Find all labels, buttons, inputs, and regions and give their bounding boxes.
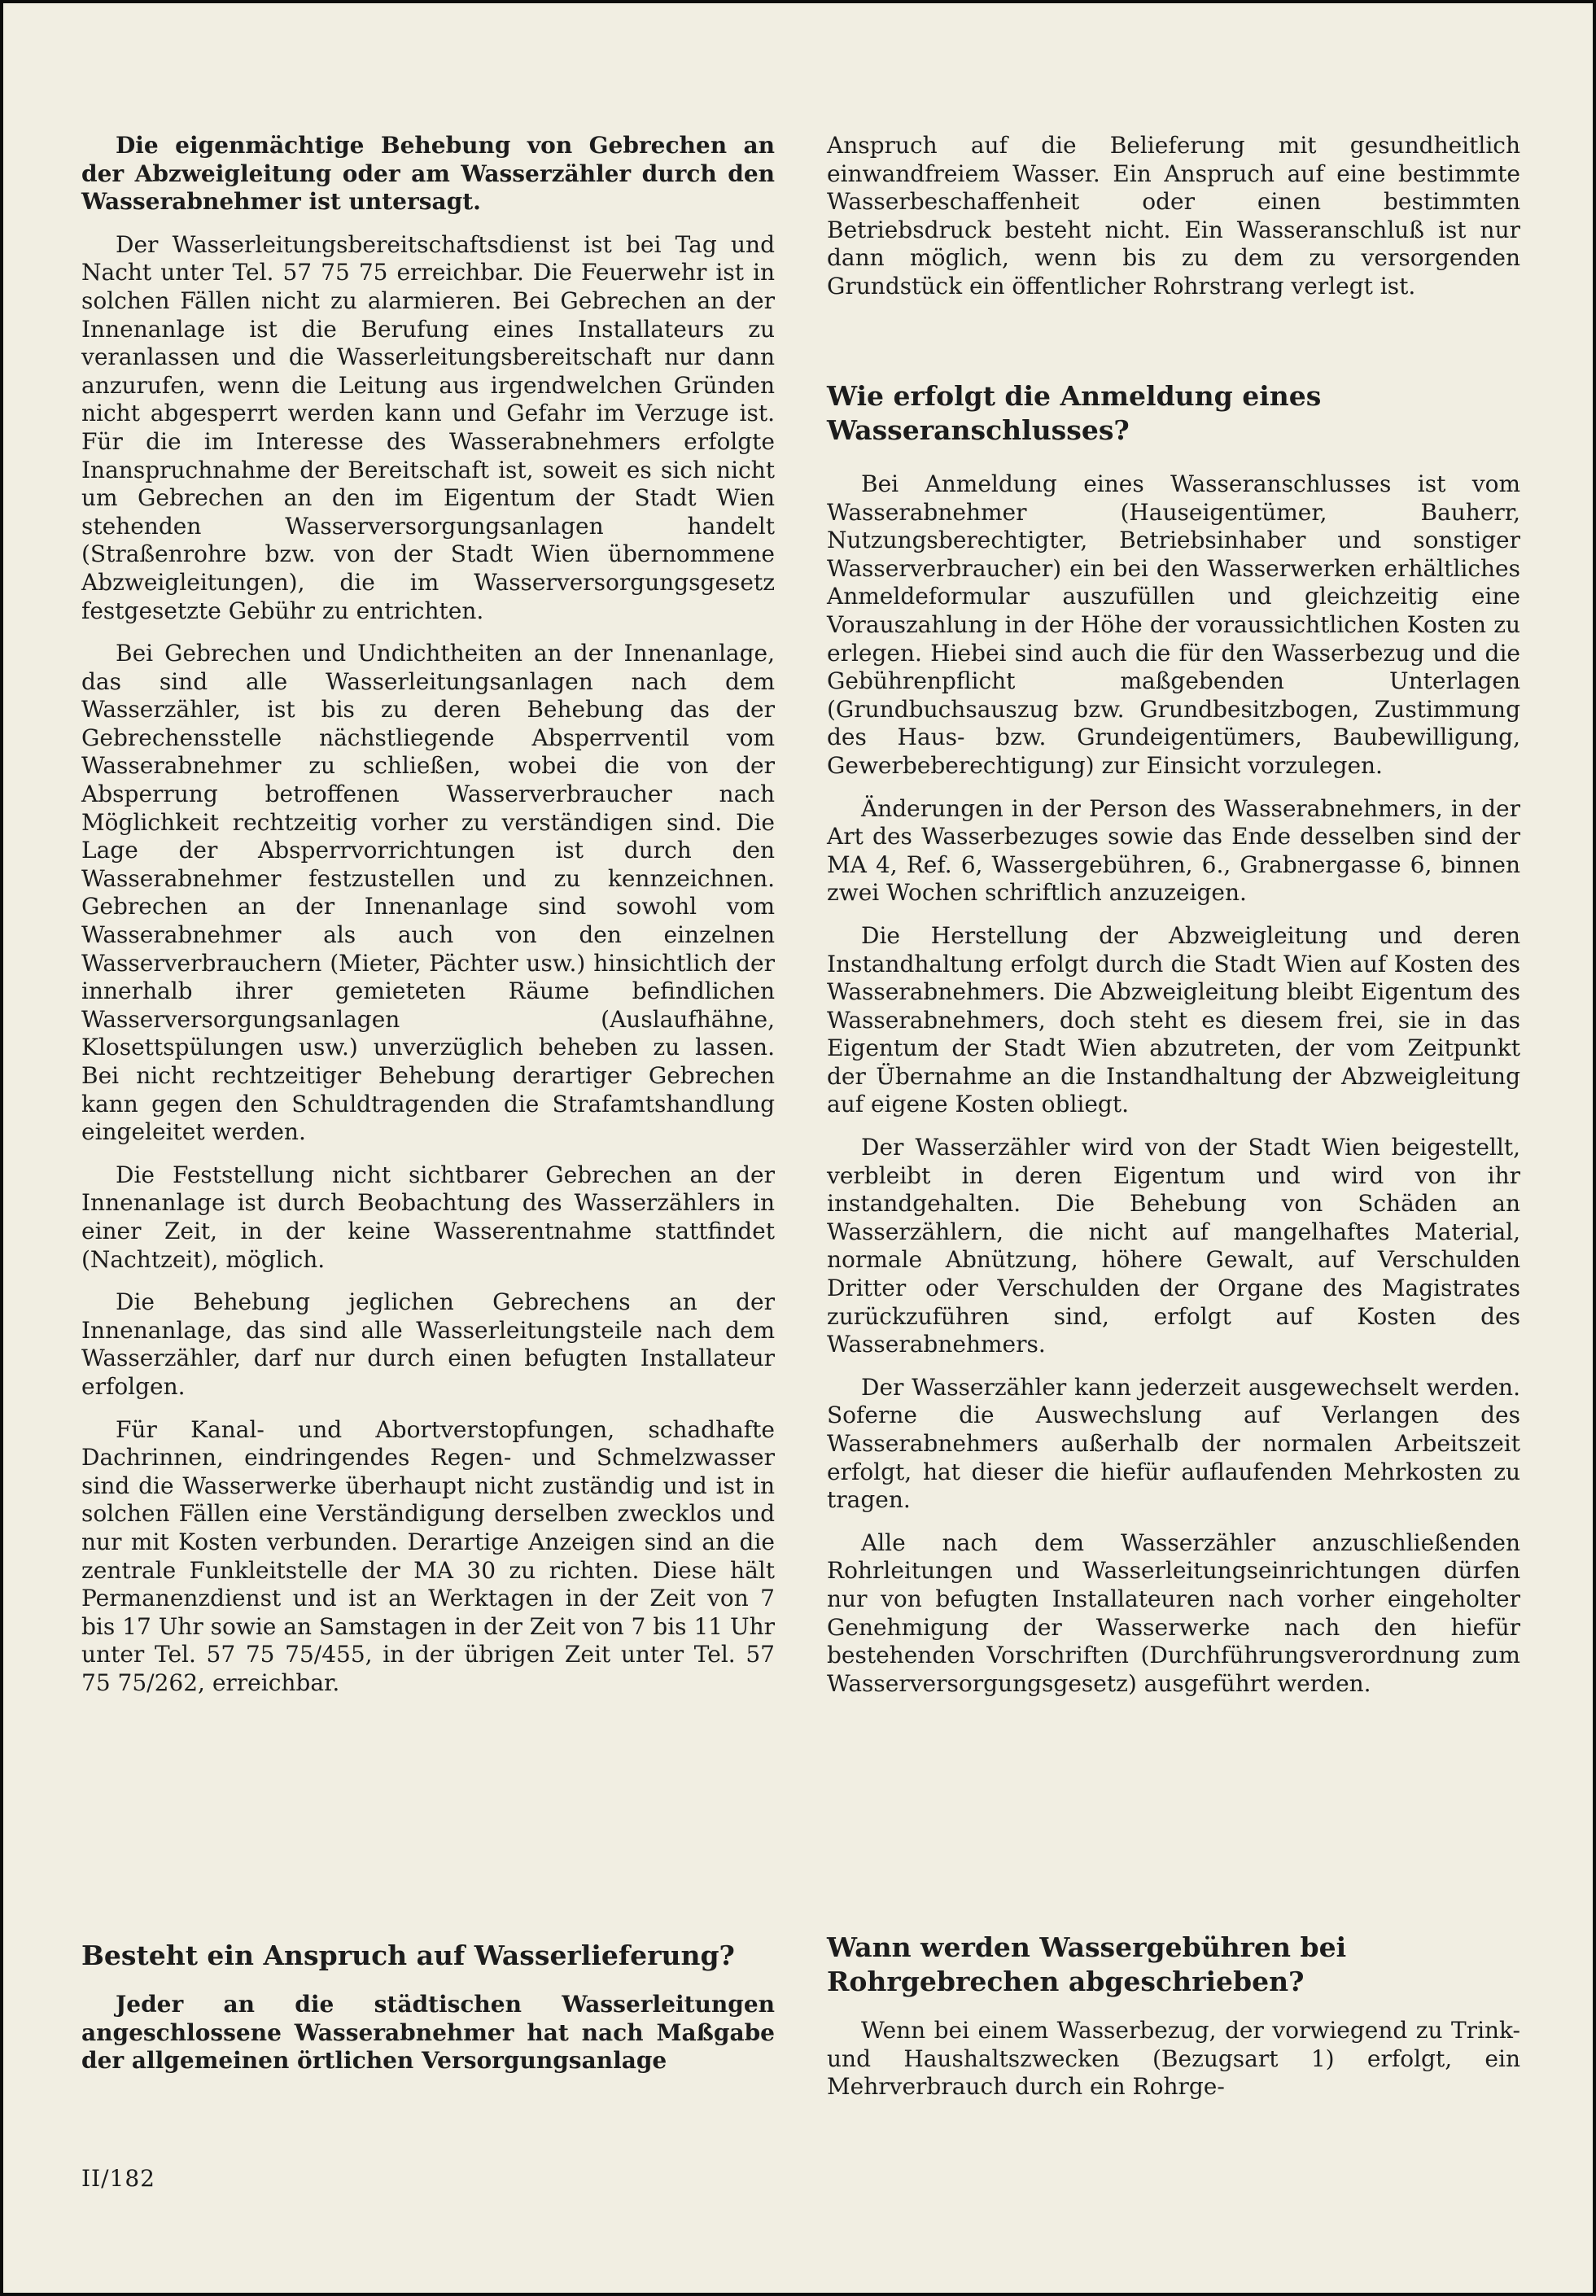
paragraph: Der Wasserleitungsbereitschaftsdienst ist bei Tag und Nacht unter Tel. 57 75 75 erreichbar. Die Feuerwehr ist in solchen Fällen nicht zu alarmieren. Bei Gebrechen an der Innenanlage ist die Berufung eines Installateurs zu veranlassen und die Wasserleitungsbereitschaft nur dann anzurufen, wenn die Leitung aus irgendwelchen Gründen nicht abgesperrt werden kann und Gefahr im Verzuge ist. Für die im Interesse des Wasserabnehmers erfolgte Inanspruchnahme der Bereitschaft ist, soweit es sich nicht um Gebrechen an den im Eigentum der Stadt Wien stehenden Wasserversorgungsanlagen handelt (Straßenrohre bzw. von der Stadt Wien übernommene Abzweigleitungen), die im Wasserversorgungsgesetz festgesetzte Gebühr zu entrichten.	[81, 230, 775, 624]
paragraph: Anspruch auf die Belieferung mit gesundheitlich einwandfreiem Wasser. Ein Anspruch auf eine bestimmte Wasserbeschaffenheit oder einen bestimmten Betriebsdruck besteht nicht. Ein Wasseranschluß ist nur dann möglich, wenn bis zu dem zu versorgenden Grundstück ein öffentlicher Rohrstrang verlegt ist.	[827, 132, 1520, 300]
page-number: II/182	[81, 2165, 155, 2192]
right-section-2	[827, 1931, 1520, 2116]
section-heading: Wie erfolgt die Anmeldung eines Wasseranschlusses?	[827, 380, 1322, 446]
paragraph: Alle nach dem Wasserzähler anzuschließenden Rohrleitungen und Wasserleitungseinrichtungen dürfen nur von befugten Installateuren nach vorher eingeholter Genehmigung der Wasserwerke nach den hiefür bestehenden Vorschriften (Durchführungsverordnung zum Wasserversorgungsgesetz) ausgeführt werden.	[827, 1528, 1520, 1697]
paragraph: Für Kanal- und Abortverstopfungen, schadhafte Dachrinnen, eindringendes Regen- und Schmelzwasser sind die Wasserwerke überhaupt nicht zuständig und ist in solchen Fällen eine Verständigung derselben zwecklos und nur mit Kosten verbunden. Derartige Anzeigen sind an die zentrale Funkleitstelle der MA 30 zu richten. Diese hält Permanenzdienst und ist an Werktagen in der Zeit von 7 bis 17 Uhr sowie an Samstagen in der Zeit von 7 bis 11 Uhr unter Tel. 57 75 75/455, in der übrigen Zeit unter Tel. 57 75 75/262, erreichbar.	[81, 1415, 775, 1696]
right-column	[827, 132, 1520, 316]
left-section	[81, 1939, 775, 2090]
paragraph: Der Wasserzähler wird von der Stadt Wien beigestellt, verbleibt in deren Eigentum und wird von ihr instandgehalten. Die Behebung von Schäden an Wasserzählern, die nicht auf mangelhaftes Material, normale Abnützung, höhere Gewalt, auf Verschulden Dritter oder Verschulden der Organe des Magistrates zurückzuführen sind, erfolgt auf Kosten des Wasserabnehmers.	[827, 1134, 1520, 1358]
paragraph: Die Herstellung der Abzweigleitung und deren Instandhaltung erfolgt durch die Stadt Wien auf Kosten des Wasserabnehmers. Die Abzweigleitung bleibt Eigentum des Wasserabnehmers, doch steht es diesem frei, sie in das Eigentum der Stadt Wien abzutreten, der vom Zeitpunkt der Übernahme an die Instandhaltung der Abzweigleitung auf eigene Kosten obliegt.	[827, 921, 1520, 1118]
right-section-1	[827, 379, 1520, 1712]
paragraph: Die Behebung jeglichen Gebrechens an der Innenanlage, das sind alle Wasserleitungsteile nach dem Wasserzähler, darf nur durch einen befugten Installateur erfolgen.	[81, 1288, 775, 1400]
document-page	[3, 3, 1593, 2293]
paragraph: Bei Anmeldung eines Wasseranschlusses ist vom Wasserabnehmer (Hauseigentümer, Bauherr, Nutzungsberechtigter, Betriebsinhaber und sonstiger Wasserverbraucher) ein bei den Wasserwerken erhältliches Anmeldeformular auszufüllen und gleichzeitig eine Vorauszahlung in der Höhe der voraussichtlichen Kosten zu erlegen. Hiebei sind auch die für den Wasserbezug und die Gebührenpflicht maßgebenden Unterlagen (Grundbuchsauszug bzw. Grundbesitzbogen, Zustimmung des Haus- bzw. Grundeigentümers, Baubewilligung, Gewerbeberechtigung) zur Einsicht vorzulegen.	[827, 470, 1520, 779]
paragraph: Bei Gebrechen und Undichtheiten an der Innenanlage, das sind alle Wasserleitungsanlagen nach dem Wasserzähler, ist bis zu deren Behebung das der Gebrechensstelle nächstliegende Absperrventil vom Wasserabnehmer zu schließen, wobei die von der Absperrung betroffenen Wasserverbraucher nach Möglichkeit rechtzeitig vorher zu verständigen sind. Die Lage der Absperrvorrichtungen ist durch den Wasserabnehmer festzustellen und zu kennzeichnen. Gebrechen an der Innenanlage sind sowohl vom Wasserabnehmer als auch von den einzelnen Wasserverbrauchern (Mieter, Pächter usw.) hinsichtlich der innerhalb ihrer gemieteten Räume befindlichen Wasserversorgungsanlagen (Auslaufhähne, Klosettspülungen usw.) unverzüglich beheben zu lassen. Bei nicht rechtzeitiger Behebung derartiger Gebrechen kann gegen den Schuldtragenden die Strafamtshandlung eingeleitet werden.	[81, 640, 775, 1146]
paragraph: Die Feststellung nicht sichtbarer Gebrechen an der Innenanlage ist durch Beobachtung des Wasserzählers in einer Zeit, in der keine Wasserentnahme stattfindet (Nachtzeit), möglich.	[81, 1161, 775, 1273]
paragraph: Wenn bei einem Wasserbezug, der vorwiegend zu Trink- und Haushaltszwecken (Bezugsart 1) erfolgt, ein Mehrverbrauch durch ein Rohrge-	[827, 2017, 1520, 2101]
left-column	[81, 132, 775, 1712]
section-heading: Besteht ein Anspruch auf Wasserlieferung?	[81, 1940, 735, 1971]
paragraph: Änderungen in der Person des Wasserabnehmers, in der Art des Wasserbezuges sowie das Ende desselben sind der MA 4, Ref. 6, Wassergebühren, 6., Grabnergasse 6, binnen zwei Wochen schriftlich anzuzeigen.	[827, 794, 1520, 907]
paragraph: Jeder an die städtischen Wasserleitungen angeschlossene Wasserabnehmer hat nach Maßgabe der allgemeinen örtlichen Versorgungsanlage	[81, 1991, 775, 2075]
paragraph: Die eigenmächtige Behebung von Gebrechen an der Abzweigleitung oder am Wasserzähler durch den Wasserabnehmer ist untersagt.	[81, 132, 775, 216]
paragraph: Der Wasserzähler kann jederzeit ausgewechselt werden. Soferne die Auswechslung auf Verlangen des Wasserabnehmers außerhalb der normalen Arbeitszeit erfolgt, hat dieser die hiefür auflaufenden Mehrkosten zu tragen.	[827, 1373, 1520, 1514]
section-heading: Wann werden Wassergebühren bei Rohrgebrechen abgeschrieben?	[827, 1931, 1347, 1997]
